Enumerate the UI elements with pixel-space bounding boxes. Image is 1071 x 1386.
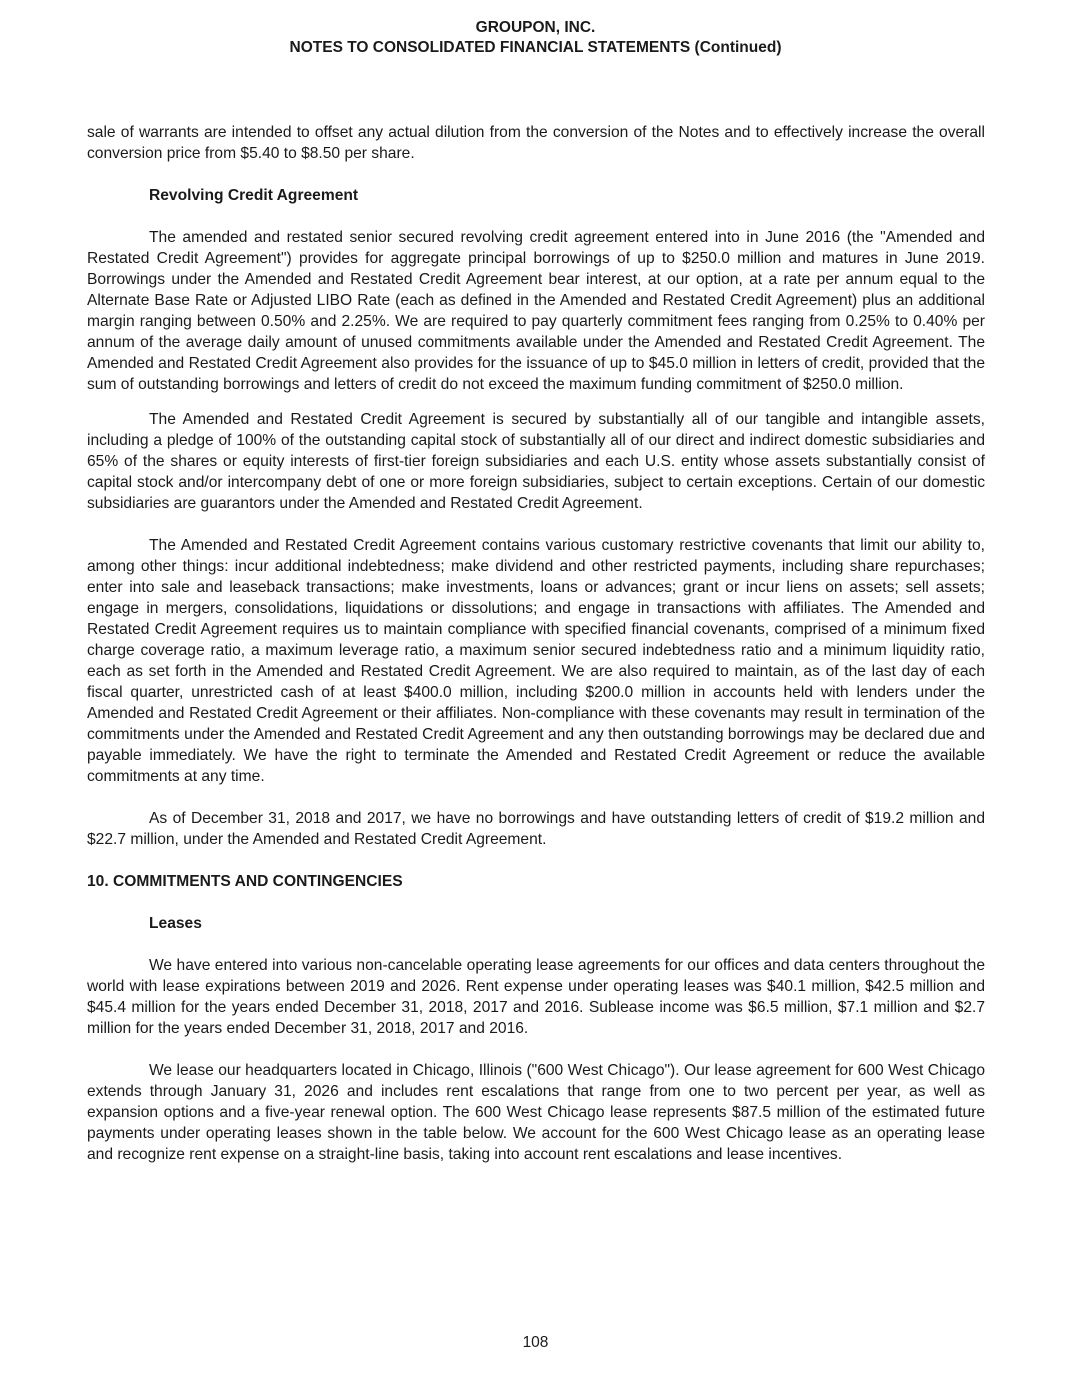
heading-leases: Leases — [149, 915, 202, 932]
paragraph-credit-terms: The amended and restated senior secured revolving credit agreement entered into in June 2016 (the "Amended and Restated Credit Agreement") provides for aggregate principal borrowings of up to $250.0 million and matures in June 2019. Borrowings under the Amended and Restated Credit Agreement bear interest, at our option, at a rate per annum equal to the Alternate Base Rate or Adjusted LIBO Rate (each as defined in the Amended and Restated Credit Agreement) plus an additional margin ranging between 0.50% and 2.25%. We are required to pay quarterly commitment fees ranging from 0.25% to 0.40% per annum of the average daily amount of unused commitments available under the Amended and Restated Credit Agreement. The Amended and Restated Credit Agreement also provides for the issuance of up to $45.0 million in letters of credit, provided that the sum of outstanding borrowings and letters of credit do not exceed the maximum funding commitment of $250.0 million. — [87, 229, 985, 393]
paragraph-operating-leases: We have entered into various non-cancelable operating lease agreements for our offices and data centers throughout the world with lease expirations between 2019 and 2026. Rent expense under operating leases was $40.1 million, $42.5 million and $45.4 million for the years ended December 31, 2018, 2017 and 2016. Sublease income was $6.5 million, $7.1 million and $2.7 million for the years ended December 31, 2018, 2017 and 2016. — [87, 957, 985, 1037]
paragraph-letters-of-credit: As of December 31, 2018 and 2017, we have no borrowings and have outstanding letters of credit of $19.2 million and $22.7 million, under the Amended and Restated Credit Agreement. — [87, 810, 985, 848]
document-subtitle: NOTES TO CONSOLIDATED FINANCIAL STATEMENTS (Continued) — [289, 39, 782, 56]
company-name: GROUPON, INC. — [475, 19, 596, 36]
heading-revolving-credit: Revolving Credit Agreement — [149, 187, 359, 204]
paragraph-covenants: The Amended and Restated Credit Agreement contains various customary restrictive covenants that limit our ability to, among other things: incur additional indebtedness; make dividend and other restricted payments, including share repurchases; enter into sale and leaseback transactions; make investments, loans or advances; grant or incur liens on assets; sell assets; engage in mergers, consolidations, liquidations or dissolutions; and engage in transactions with affiliates. The Amended and Restated Credit Agreement requires us to maintain compliance with specified financial covenants, comprised of a minimum fixed charge coverage ratio, a maximum leverage ratio, a maximum senior secured indebtedness ratio and a minimum liquidity ratio, each as set forth in the Amended and Restated Credit Agreement. We are also required to maintain, as of the last day of each fiscal quarter, unrestricted cash of at least $400.0 million, including $200.0 million in accounts held with lenders under the Amended and Restated Credit Agreement or their affiliates. Non-compliance with these covenants may result in termination of the commitments under the Amended and Restated Credit Agreement and any then outstanding borrowings may be declared due and payable immediately. We have the right to terminate the Amended and Restated Credit Agreement or reduce the available commitments at any time. — [87, 537, 985, 785]
page-number: 108 — [522, 1334, 549, 1351]
page-header — [0, 18, 1071, 58]
section-heading-commitments: 10. COMMITMENTS AND CONTINGENCIES — [87, 873, 403, 890]
paragraph-headquarters-lease: We lease our headquarters located in Chicago, Illinois ("600 West Chicago"). Our lease agreement for 600 West Chicago extends through January 31, 2026 and includes rent escalations that range from one to two percent per year, as well as expansion options and a five-year renewal option. The 600 West Chicago lease represents $87.5 million of the estimated future payments under operating leases shown in the table below. We account for the 600 West Chicago lease as an operating lease and recognize rent expense on a straight-line basis, taking into account rent escalations and lease incentives. — [87, 1062, 985, 1163]
paragraph-credit-security: The Amended and Restated Credit Agreement is secured by substantially all of our tangible and intangible assets, including a pledge of 100% of the outstanding capital stock of substantially all of our direct and indirect domestic subsidiaries and 65% of the shares or equity interests of first-tier foreign subsidiaries and each U.S. entity whose assets substantially consist of capital stock and/or intercompany debt of one or more foreign subsidiaries, subject to certain exceptions. Certain of our domestic subsidiaries are guarantors under the Amended and Restated Credit Agreement. — [87, 411, 985, 512]
document-body — [87, 122, 985, 1165]
paragraph-warrants: sale of warrants are intended to offset any actual dilution from the conversion of the Notes and to effectively increase the overall conversion price from $5.40 to $8.50 per share. — [87, 124, 985, 162]
